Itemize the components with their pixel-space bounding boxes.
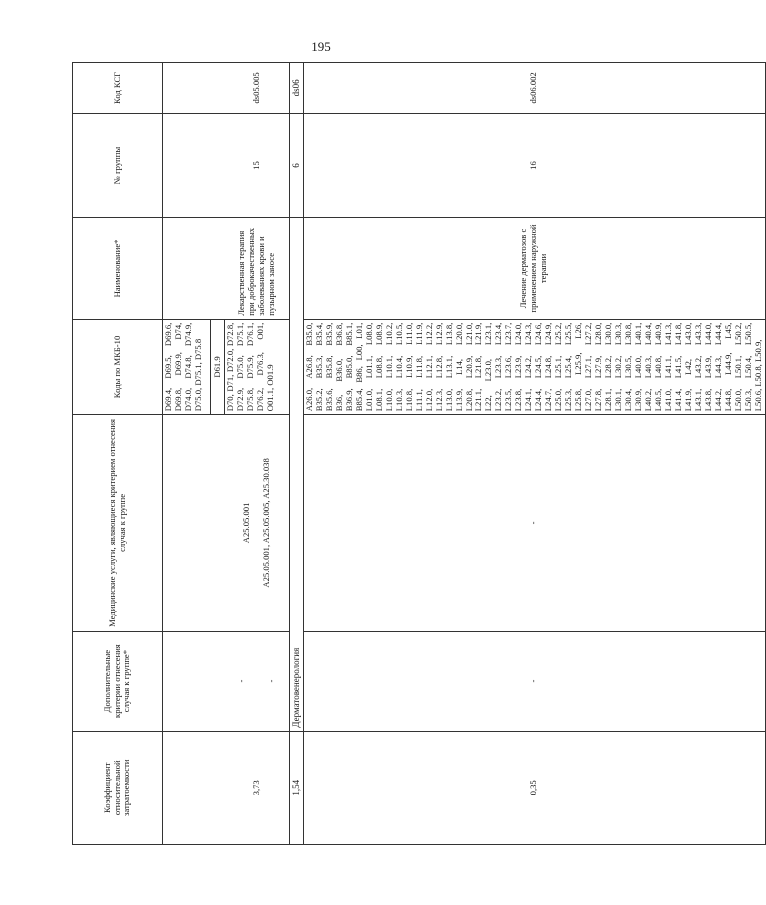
header-coefficient: Коэффициент относительной затратоемкости	[73, 731, 163, 844]
cell-services	[211, 415, 225, 631]
ksg-table	[72, 62, 766, 845]
cell-services	[225, 415, 290, 631]
cell-coefficient: 1,54	[290, 731, 304, 844]
cell-kod-ksg: ds06	[290, 63, 304, 114]
table-row	[211, 63, 225, 845]
cell-criteria	[225, 631, 290, 731]
cell-criteria: -	[304, 631, 766, 731]
section-row	[290, 63, 304, 845]
cell-coefficient	[211, 731, 225, 844]
cell-criteria	[211, 631, 225, 731]
service-value: A25.05.001, A25.05.005, A25.30.038	[260, 458, 271, 588]
cell-criteria	[163, 631, 211, 731]
cell-name: Лекарственная терапия при доброкачественных заболеваниях крови и пузырном заносе	[225, 218, 290, 319]
cell-services	[163, 415, 211, 631]
criteria-value: -	[235, 679, 246, 683]
criteria-value: -	[265, 679, 276, 683]
table-row	[225, 63, 290, 845]
rotated-table-wrapper	[72, 62, 763, 845]
header-row	[73, 63, 163, 845]
cell-mkb-codes: D61.9	[211, 319, 225, 415]
cell-name: Лечение дерматозов с применением наружной терапии	[304, 218, 766, 319]
header-group-no: № группы	[73, 113, 163, 217]
cell-mkb-codes: A26.0, A26.8, B35.0, B35.2, B35.3, B35.4, B35.6, B35.8, B35.9, B36, B36.0, B36.8, B36.9, B85.0, B85.1, B85.4, B86, L00, L01, L01.0, L01.1, L08.0, L08.1, L08.8, L08.9, L10.0, L10.1, L10.2, L10.3, L10.4, L10.5, L10.8, L10.9, L11.0, L11.1, L11.8, L11.9, L12.0, L12.1, L12.2, L12.3, L12.8, L12.9, L13.0, L13.1, L13.8, L13.9, L14, L20.0, L20.8, L20.9, L21.0, L21.1, L21.8, L21.9, L22, L23.0, L23.1, L23.2, L23.3, L23.4, L23.5, L23.6, L23.7, L23.8, L23.9, L24.0, L24.1, L24.2, L24.3, L24.4, L24.5, L24.6, L24.7, L24.8, L24.9, L25.0, L25.1, L25.2, L25.3, L25.4, L25.5, L25.8, L25.9, L26, L27.0, L27.1, L27.2, L27.8, L27.9, L28.0, L28.1, L28.2, L30.0, L30.1, L30.2, L30.3, L30.4, L30.5, L30.8, L30.9, L40.0, L40.1, L40.2, L40.3, L40.4, L40.5, L40.8, L40.9, L41.0, L41.1, L41.3, L41.4, L41.5, L41.8, L41.9, L42, L43.0, L43.1, L43.2, L43.3, L43.8, L43.9, L44.0, L44.2, L44.3, L44.4, L44.8, L44.9, L45, L50.0, L50.1, L50.2, L50.3, L50.4, L50.5, L50.6, L50.8, L50.9,	[304, 319, 766, 415]
cell-services: -	[304, 415, 766, 631]
table-row	[304, 63, 766, 845]
header-name: Наименование*	[73, 218, 163, 319]
cell-coefficient	[163, 731, 211, 844]
cell-group-no	[211, 113, 225, 217]
section-title: Дерматовенерология	[290, 218, 304, 731]
cell-coefficient: 0,35	[304, 731, 766, 844]
cell-group-no	[163, 113, 211, 217]
cell-kod-ksg	[163, 63, 211, 114]
header-mkb-codes: Коды по МКБ-10	[73, 319, 163, 415]
page-number: 195	[311, 39, 331, 54]
cell-kod-ksg: ds05.005	[225, 63, 290, 114]
cell-coefficient: 3,73	[225, 731, 290, 844]
cell-group-no: 15	[225, 113, 290, 217]
header-criteria: Дополнительные критерии отнесения случая к группе*	[73, 631, 163, 731]
header-kod-ksg: Код КСГ	[73, 63, 163, 114]
table-row	[163, 63, 211, 845]
header-services: Медицинские услуги, являющиеся критерием отнесения случая к группе	[73, 415, 163, 631]
cell-group-no: 6	[290, 113, 304, 217]
cell-kod-ksg	[211, 63, 225, 114]
cell-kod-ksg: ds06.002	[304, 63, 766, 114]
cell-group-no: 16	[304, 113, 766, 217]
service-value: A25.05.001	[240, 502, 251, 544]
cell-name	[211, 218, 225, 319]
cell-mkb-codes: D69.4, D69.5, D69.6, D69.8, D69.9, D74, D74.0, D74.8, D74.9, D75.0, D75.1, D75.8	[163, 319, 211, 415]
cell-mkb-codes: D70, D71, D72.0, D72.8, D72.9, D75.0, D75.1, D75.8, D75.9, D76.1, D76.2, D76.3, O01, O01.1, O01.9	[225, 319, 290, 415]
cell-name	[163, 218, 211, 319]
